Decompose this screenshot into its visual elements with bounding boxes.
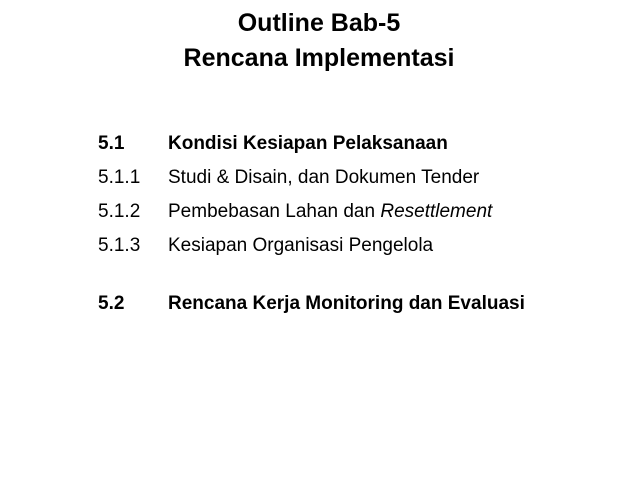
- title-line-1: Outline Bab-5: [237, 9, 401, 37]
- outline-item-5-2: [98, 287, 618, 321]
- outline-item-5-1-2: [98, 195, 618, 229]
- outline-item-text-wrap: [168, 195, 492, 229]
- slide-title: [0, 6, 638, 76]
- outline-item-number: 5.2: [98, 293, 125, 314]
- outline-item-number: 5.1.2: [98, 201, 141, 222]
- outline-item-text: Studi & Disain, dan Dokumen Tender: [168, 167, 480, 188]
- outline-item-text-italic: Resettlement: [380, 201, 493, 222]
- outline-item-number: 5.1.1: [98, 167, 141, 188]
- outline-list: [98, 127, 618, 321]
- outline-item-number: 5.1.3: [98, 235, 141, 256]
- outline-item-text: Kesiapan Organisasi Pengelola: [168, 235, 434, 256]
- title-line-2: Rencana Implementasi: [183, 44, 455, 72]
- outline-item-text: Kondisi Kesiapan Pelaksanaan: [168, 133, 448, 154]
- outline-item-text: Pembebasan Lahan dan: [168, 201, 381, 222]
- outline-item-5-1: [98, 127, 618, 161]
- outline-item-text: Rencana Kerja Monitoring dan Evaluasi: [168, 293, 525, 314]
- outline-item-5-1-1: [98, 161, 618, 195]
- outline-item-number: 5.1: [98, 133, 125, 154]
- outline-item-5-1-3: [98, 229, 618, 263]
